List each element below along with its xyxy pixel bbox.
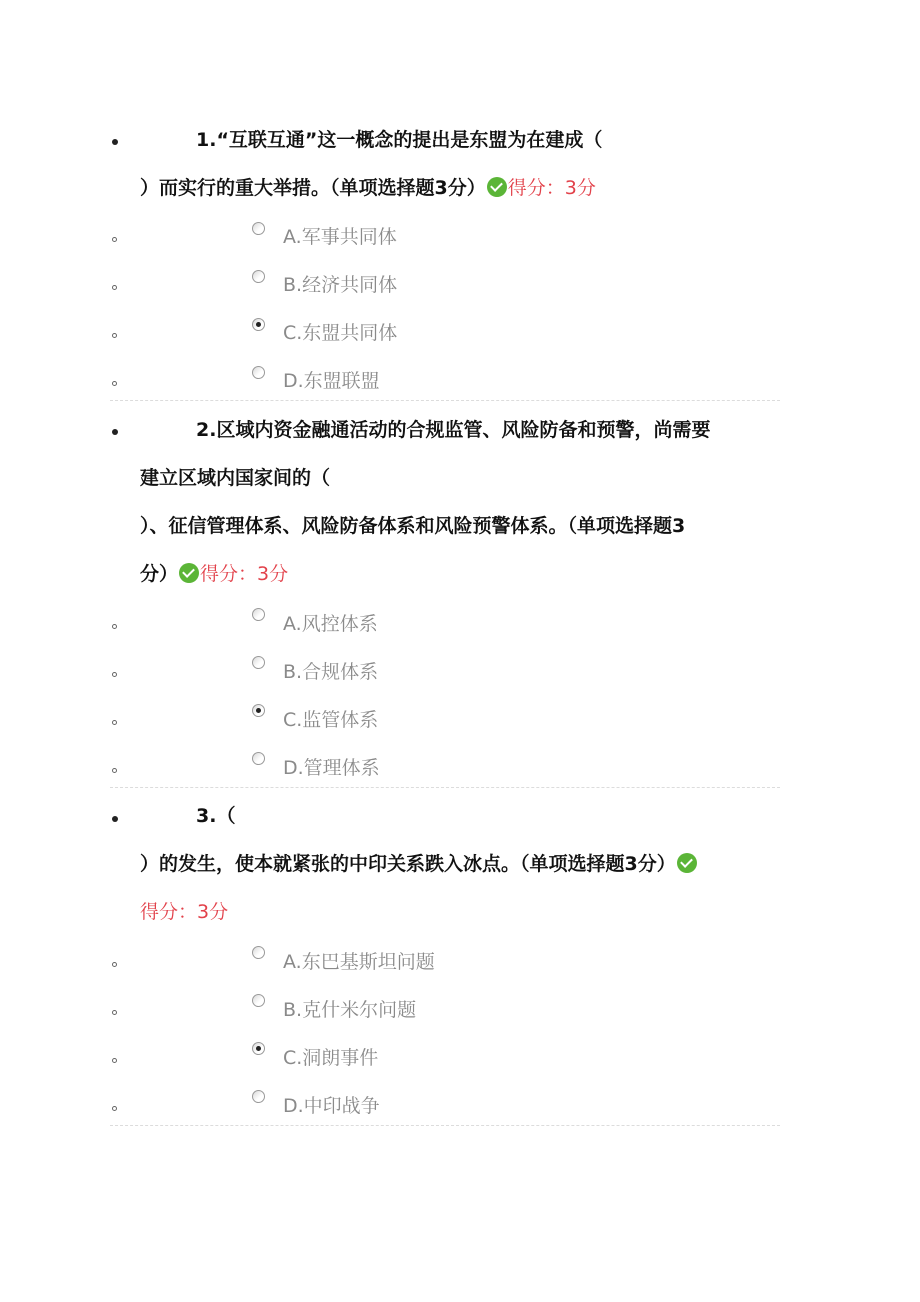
option-bullet <box>112 1010 117 1015</box>
option-bullet <box>112 237 117 242</box>
option-bullet <box>112 672 117 677</box>
question-divider <box>110 400 780 401</box>
radio-button-d[interactable] <box>252 1090 265 1103</box>
radio-button-d[interactable] <box>252 752 265 765</box>
option-label-c[interactable]: C.监管体系 <box>283 709 379 731</box>
option-label-a[interactable]: A.东巴基斯坦问题 <box>283 951 435 973</box>
radio-button-b[interactable] <box>252 994 265 1007</box>
option-bullet <box>112 962 117 967</box>
question-text-line: ）的发生，使本就紧张的中印关系跌入冰点。（单项选择题3分） <box>140 853 676 875</box>
radio-button-c-selected[interactable] <box>252 1042 265 1055</box>
radio-button-a[interactable] <box>252 946 265 959</box>
question-bullet <box>112 816 118 822</box>
option-bullet <box>112 1106 117 1111</box>
option-bullet <box>112 624 117 629</box>
question-text-line: ）而实行的重大举措。（单项选择题3分） <box>140 177 486 199</box>
option-label-d[interactable]: D.中印战争 <box>283 1095 380 1117</box>
radio-button-b[interactable] <box>252 270 265 283</box>
option-label-b[interactable]: B.克什米尔问题 <box>283 999 417 1021</box>
check-circle-icon <box>179 563 199 583</box>
question-text-line: 1.“互联互通”这一概念的提出是东盟为在建成（ <box>196 129 603 151</box>
option-bullet <box>112 1058 117 1063</box>
option-label-b[interactable]: B.合规体系 <box>283 661 379 683</box>
option-label-a[interactable]: A.军事共同体 <box>283 226 397 248</box>
option-label-c[interactable]: C.东盟共同体 <box>283 322 398 344</box>
radio-button-c-selected[interactable] <box>252 318 265 331</box>
option-label-b[interactable]: B.经济共同体 <box>283 274 398 296</box>
check-circle-icon <box>677 853 697 873</box>
option-label-d[interactable]: D.管理体系 <box>283 757 380 779</box>
option-label-a[interactable]: A.风控体系 <box>283 613 378 635</box>
option-bullet <box>112 720 117 725</box>
check-circle-icon <box>487 177 507 197</box>
score-label: 得分：3分 <box>507 177 596 199</box>
radio-button-b[interactable] <box>252 656 265 669</box>
question-text-line-with-score <box>140 176 596 200</box>
question-divider <box>110 787 780 788</box>
option-bullet <box>112 768 117 773</box>
option-bullet <box>112 285 117 290</box>
question-divider <box>110 1125 780 1126</box>
option-label-d[interactable]: D.东盟联盟 <box>283 370 380 392</box>
question-text-line: 分） <box>140 563 179 585</box>
question-bullet <box>112 139 118 145</box>
radio-button-c-selected[interactable] <box>252 704 265 717</box>
question-text-line: 2.区域内资金融通活动的合规监管、风险防备和预警，尚需要 <box>196 419 711 441</box>
option-bullet <box>112 381 117 386</box>
radio-button-a[interactable] <box>252 608 265 621</box>
question-text-line: 3.（ <box>196 805 236 827</box>
question-text-line-with-score <box>140 562 288 586</box>
score-label: 得分：3分 <box>140 901 229 923</box>
question-text-line: 建立区域内国家间的（ <box>140 467 331 489</box>
score-label: 得分：3分 <box>200 563 289 585</box>
question-bullet <box>112 429 118 435</box>
radio-button-d[interactable] <box>252 366 265 379</box>
score-line <box>140 900 228 924</box>
radio-button-a[interactable] <box>252 222 265 235</box>
question-text-line-with-score <box>140 852 698 876</box>
option-label-c[interactable]: C.洞朗事件 <box>283 1047 379 1069</box>
option-bullet <box>112 333 117 338</box>
question-text-line: ）、征信管理体系、风险防备体系和风险预警体系。（单项选择题3 <box>140 515 686 537</box>
